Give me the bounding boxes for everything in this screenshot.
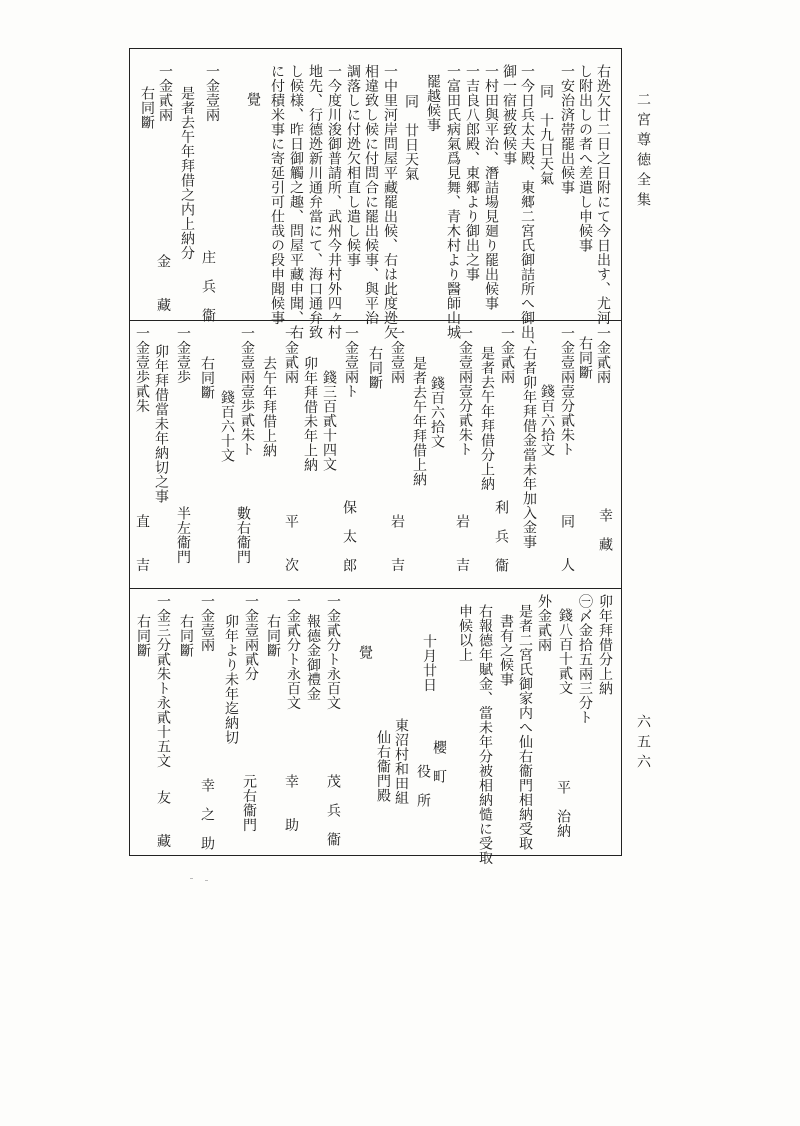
- text-line: 一村田與平治、潛詰場見廻り罷出候事: [483, 64, 499, 311]
- text-line: 是者去午年拜借之内上納分: [179, 86, 195, 260]
- text-line: 一金壹兩壹分貳朱ト: [457, 326, 473, 457]
- text-line: 御一宿被致候事: [501, 64, 517, 166]
- name-entry: 元右衞門: [241, 774, 257, 832]
- text-line: 右同斷: [135, 614, 151, 658]
- text-line: 書有之候事: [498, 614, 514, 687]
- text-line: 地先、行德迯新川通弁當にて、海口通弁致: [307, 64, 323, 340]
- page-number: 六五六: [635, 714, 651, 774]
- name-entry: 直 吉: [134, 514, 150, 572]
- text-line: 右同斷: [265, 614, 281, 658]
- text-line: 一安治済帯罷出候事: [559, 64, 575, 195]
- text-line: 右迯欠廿二日之日附にて今日出す、尤河: [595, 64, 611, 325]
- text-line: 同 廿日天氣: [403, 94, 419, 181]
- text-line: 一金壹兩ト: [343, 326, 359, 399]
- text-line: 是者去午年拜借上納: [411, 356, 427, 487]
- text-line: 一金貳兩: [283, 326, 299, 384]
- name-entry: 友 藏: [155, 790, 171, 848]
- text-line: 右同斷: [139, 86, 155, 130]
- text-line: 一金壹兩壹分貳朱ト: [559, 326, 575, 457]
- text-line: 報德金御禮金: [305, 614, 321, 701]
- text-line: 錢百六拾文: [539, 384, 555, 457]
- text-line: 一今日兵太夫殿、東郷二宮氏御詰所へ御出、: [519, 64, 535, 354]
- name-entry: 平 次: [283, 514, 299, 572]
- text-line: 十月廿日: [421, 634, 437, 692]
- text-line: 一金貳分ト永百文: [285, 594, 301, 710]
- text-line: 一富田氏病氣爲見舞、青木村より醫師山城: [445, 64, 461, 340]
- name-entry: 岩 吉: [389, 514, 405, 572]
- text-line: 一金壹歩: [175, 326, 191, 384]
- text-line: ㊀〆金拾五兩三分ト: [577, 594, 593, 725]
- text-line: 一金壹兩壹歩貳朱ト: [239, 326, 255, 457]
- text-line: 同 十九日天氣: [538, 84, 554, 186]
- text-line: 一金壹兩貳分: [243, 594, 259, 681]
- text-line: 卯年より未年迄納切: [223, 614, 239, 745]
- text-line: 是者二宮氏御家内へ仙右衞門相納受取: [517, 604, 533, 851]
- text-line: 錢八百十貳文: [557, 608, 573, 695]
- name-entry: 役 所: [415, 764, 431, 808]
- name-entry: 岩 吉: [454, 514, 470, 572]
- text-line: 一吉良八郎殿、東郷より御出之事: [464, 64, 480, 282]
- text-line: 右同斷: [178, 614, 194, 658]
- text-line: 一金貳分ト永百文: [325, 594, 341, 710]
- text-line: 錢三百貳十四文: [321, 370, 337, 472]
- scan-speck: [205, 880, 208, 881]
- text-line: 錢百六十文: [219, 390, 235, 463]
- text-line: 右同斷: [199, 356, 215, 400]
- text-line: 一金貳兩: [157, 64, 173, 122]
- name-entry: 庄 兵 衞: [200, 250, 216, 323]
- text-line: 一金壹歩貳朱: [134, 326, 150, 413]
- text-line: 申候以上: [457, 604, 473, 662]
- text-line: し候様、昨日御觸之趣、問屋平藏申聞、右: [288, 64, 304, 340]
- text-line: 一金貳兩: [499, 326, 515, 384]
- text-line: 外金貳兩: [536, 594, 552, 652]
- name-entry: 金 藏: [155, 254, 171, 312]
- name-entry: 利 兵 衞: [493, 500, 509, 573]
- name-entry: 數右衞門: [235, 506, 251, 564]
- text-line: 右者卯年拜借金當未年加入金事: [521, 346, 537, 549]
- text-line: 右同斷: [577, 336, 593, 380]
- text-line: 一金貳兩: [595, 326, 611, 384]
- name-entry: 半左衞門: [175, 506, 191, 564]
- text-line: に付積米事に寄延引可仕哉の段申聞候事: [269, 64, 285, 325]
- text-line: 一金壹兩: [199, 594, 215, 652]
- text-line: 罷越候事: [425, 74, 441, 132]
- name-entry: 茂 兵 衞: [325, 774, 341, 847]
- text-line: 覺: [357, 645, 373, 660]
- text-line: 調落しに付迯欠相直し遣し候事: [345, 64, 361, 267]
- text-line: 一今度川浚御普請所、武州今井村外四ヶ村: [326, 64, 342, 340]
- name-entry: 保 太 郎: [341, 500, 357, 573]
- text-line: し附出しの者へ差遣し申候事: [577, 64, 593, 253]
- text-line: 一金壹兩: [389, 326, 405, 384]
- name-entry: 仙右衞門殿: [375, 730, 391, 803]
- book-title: 二宮尊徳全集: [635, 92, 651, 212]
- name-entry: 櫻 町: [431, 740, 447, 784]
- text-line: 是者去午年拜借分上納: [479, 346, 495, 491]
- text-line: 去午年拜借上納: [261, 356, 277, 458]
- text-line: 相違致し候に付問合に罷出候事、與平治: [363, 64, 379, 325]
- text-line: 一中里河岸問屋平藏罷出候、右は此度迯欠: [382, 64, 398, 340]
- name-entry: 幸 藏: [597, 508, 613, 552]
- name-entry: 平 治納: [555, 780, 571, 838]
- name-entry: 幸 助: [283, 774, 299, 832]
- name-entry: 東沼村和田組: [393, 718, 409, 805]
- section-divider-bottom: [129, 588, 622, 589]
- text-line: 卯年拜借未年上納: [302, 356, 318, 472]
- name-entry: 同 人: [559, 514, 575, 572]
- text-line: 覺: [245, 92, 261, 107]
- text-line: 錢百六拾文: [429, 376, 445, 449]
- scan-speck: [190, 878, 193, 879]
- text-line: 一金三分貳朱ト永貳十五文: [155, 594, 171, 768]
- text-line: 卯年拜借當未年納切之事: [153, 344, 169, 504]
- text-line: 卯年拜借分上納: [597, 594, 613, 696]
- text-line: 右同斷: [367, 346, 383, 390]
- text-line: 一金壹兩: [204, 64, 220, 122]
- name-entry: 幸 之 助: [199, 778, 215, 851]
- text-line: 右報德年賦金、當未年分被相納慥に受取: [477, 604, 493, 865]
